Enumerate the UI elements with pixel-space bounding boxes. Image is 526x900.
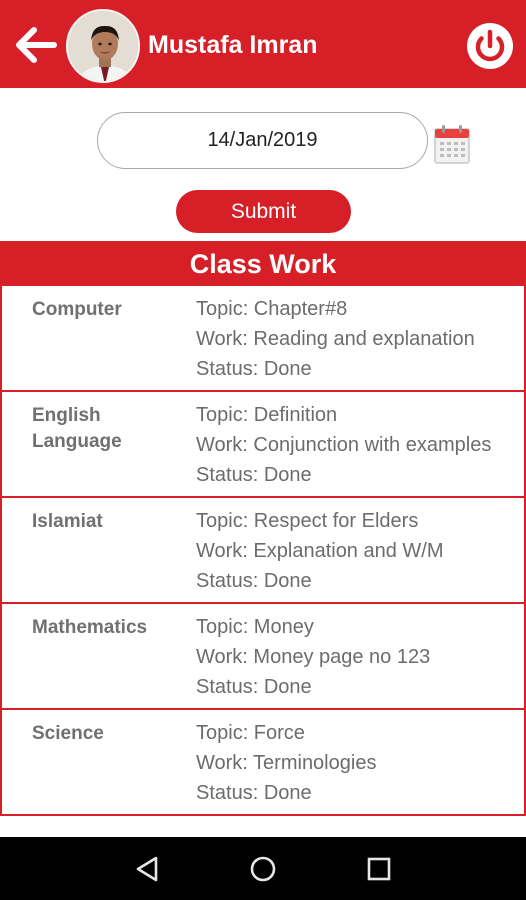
topic-text: Topic: Chapter#8 [196, 298, 348, 320]
nav-home-icon [247, 853, 279, 885]
classwork-list[interactable] [0, 286, 526, 837]
work-text: Work: Terminologies [196, 752, 377, 774]
work-text: Work: Reading and explanation [196, 328, 475, 350]
app-header [0, 0, 526, 88]
logout-button[interactable] [464, 20, 516, 72]
calendar-icon [433, 123, 471, 165]
nav-recents-icon [363, 853, 395, 885]
calendar-button[interactable] [433, 123, 471, 165]
user-name: Mustafa Imran [148, 31, 318, 59]
classwork-details [196, 402, 516, 488]
submit-button[interactable]: Submit [176, 190, 351, 233]
topic-text: Topic: Respect for Elders [196, 510, 419, 532]
subject-label: Mathematics [32, 617, 148, 638]
classwork-row [0, 286, 526, 392]
status-text: Status: Done [196, 464, 312, 486]
back-button[interactable] [12, 26, 58, 64]
date-field[interactable]: 14/Jan/2019 [97, 112, 428, 169]
status-text: Status: Done [196, 570, 312, 592]
system-nav-bar [0, 837, 526, 900]
classwork-details [196, 720, 516, 806]
status-text: Status: Done [196, 782, 312, 804]
topic-text: Topic: Definition [196, 404, 338, 426]
work-text: Work: Explanation and W/M [196, 540, 444, 562]
topic-text: Topic: Force [196, 722, 305, 744]
classwork-row [0, 604, 526, 710]
topic-text: Topic: Money [196, 616, 314, 638]
nav-recents-button[interactable] [363, 853, 395, 885]
power-icon [464, 20, 516, 72]
classwork-details [196, 508, 516, 594]
nav-back-button[interactable] [131, 853, 163, 885]
work-text: Work: Money page no 123 [196, 646, 431, 668]
classwork-row [0, 498, 526, 604]
classwork-row [0, 710, 526, 816]
subject-label: English Language [32, 405, 122, 452]
avatar [66, 9, 140, 83]
status-text: Status: Done [196, 358, 312, 380]
arrow-left-icon [12, 26, 58, 64]
work-text: Work: Conjunction with examples [196, 434, 492, 456]
status-text: Status: Done [196, 676, 312, 698]
classwork-row [0, 392, 526, 498]
classwork-details [196, 614, 516, 700]
classwork-details [196, 296, 516, 382]
subject-label: Computer [32, 299, 122, 320]
nav-back-icon [131, 853, 163, 885]
nav-home-button[interactable] [247, 853, 279, 885]
subject-label: Science [32, 723, 104, 744]
section-title: Class Work [0, 241, 526, 286]
subject-label: Islamiat [32, 511, 103, 532]
student-photo [68, 11, 140, 83]
